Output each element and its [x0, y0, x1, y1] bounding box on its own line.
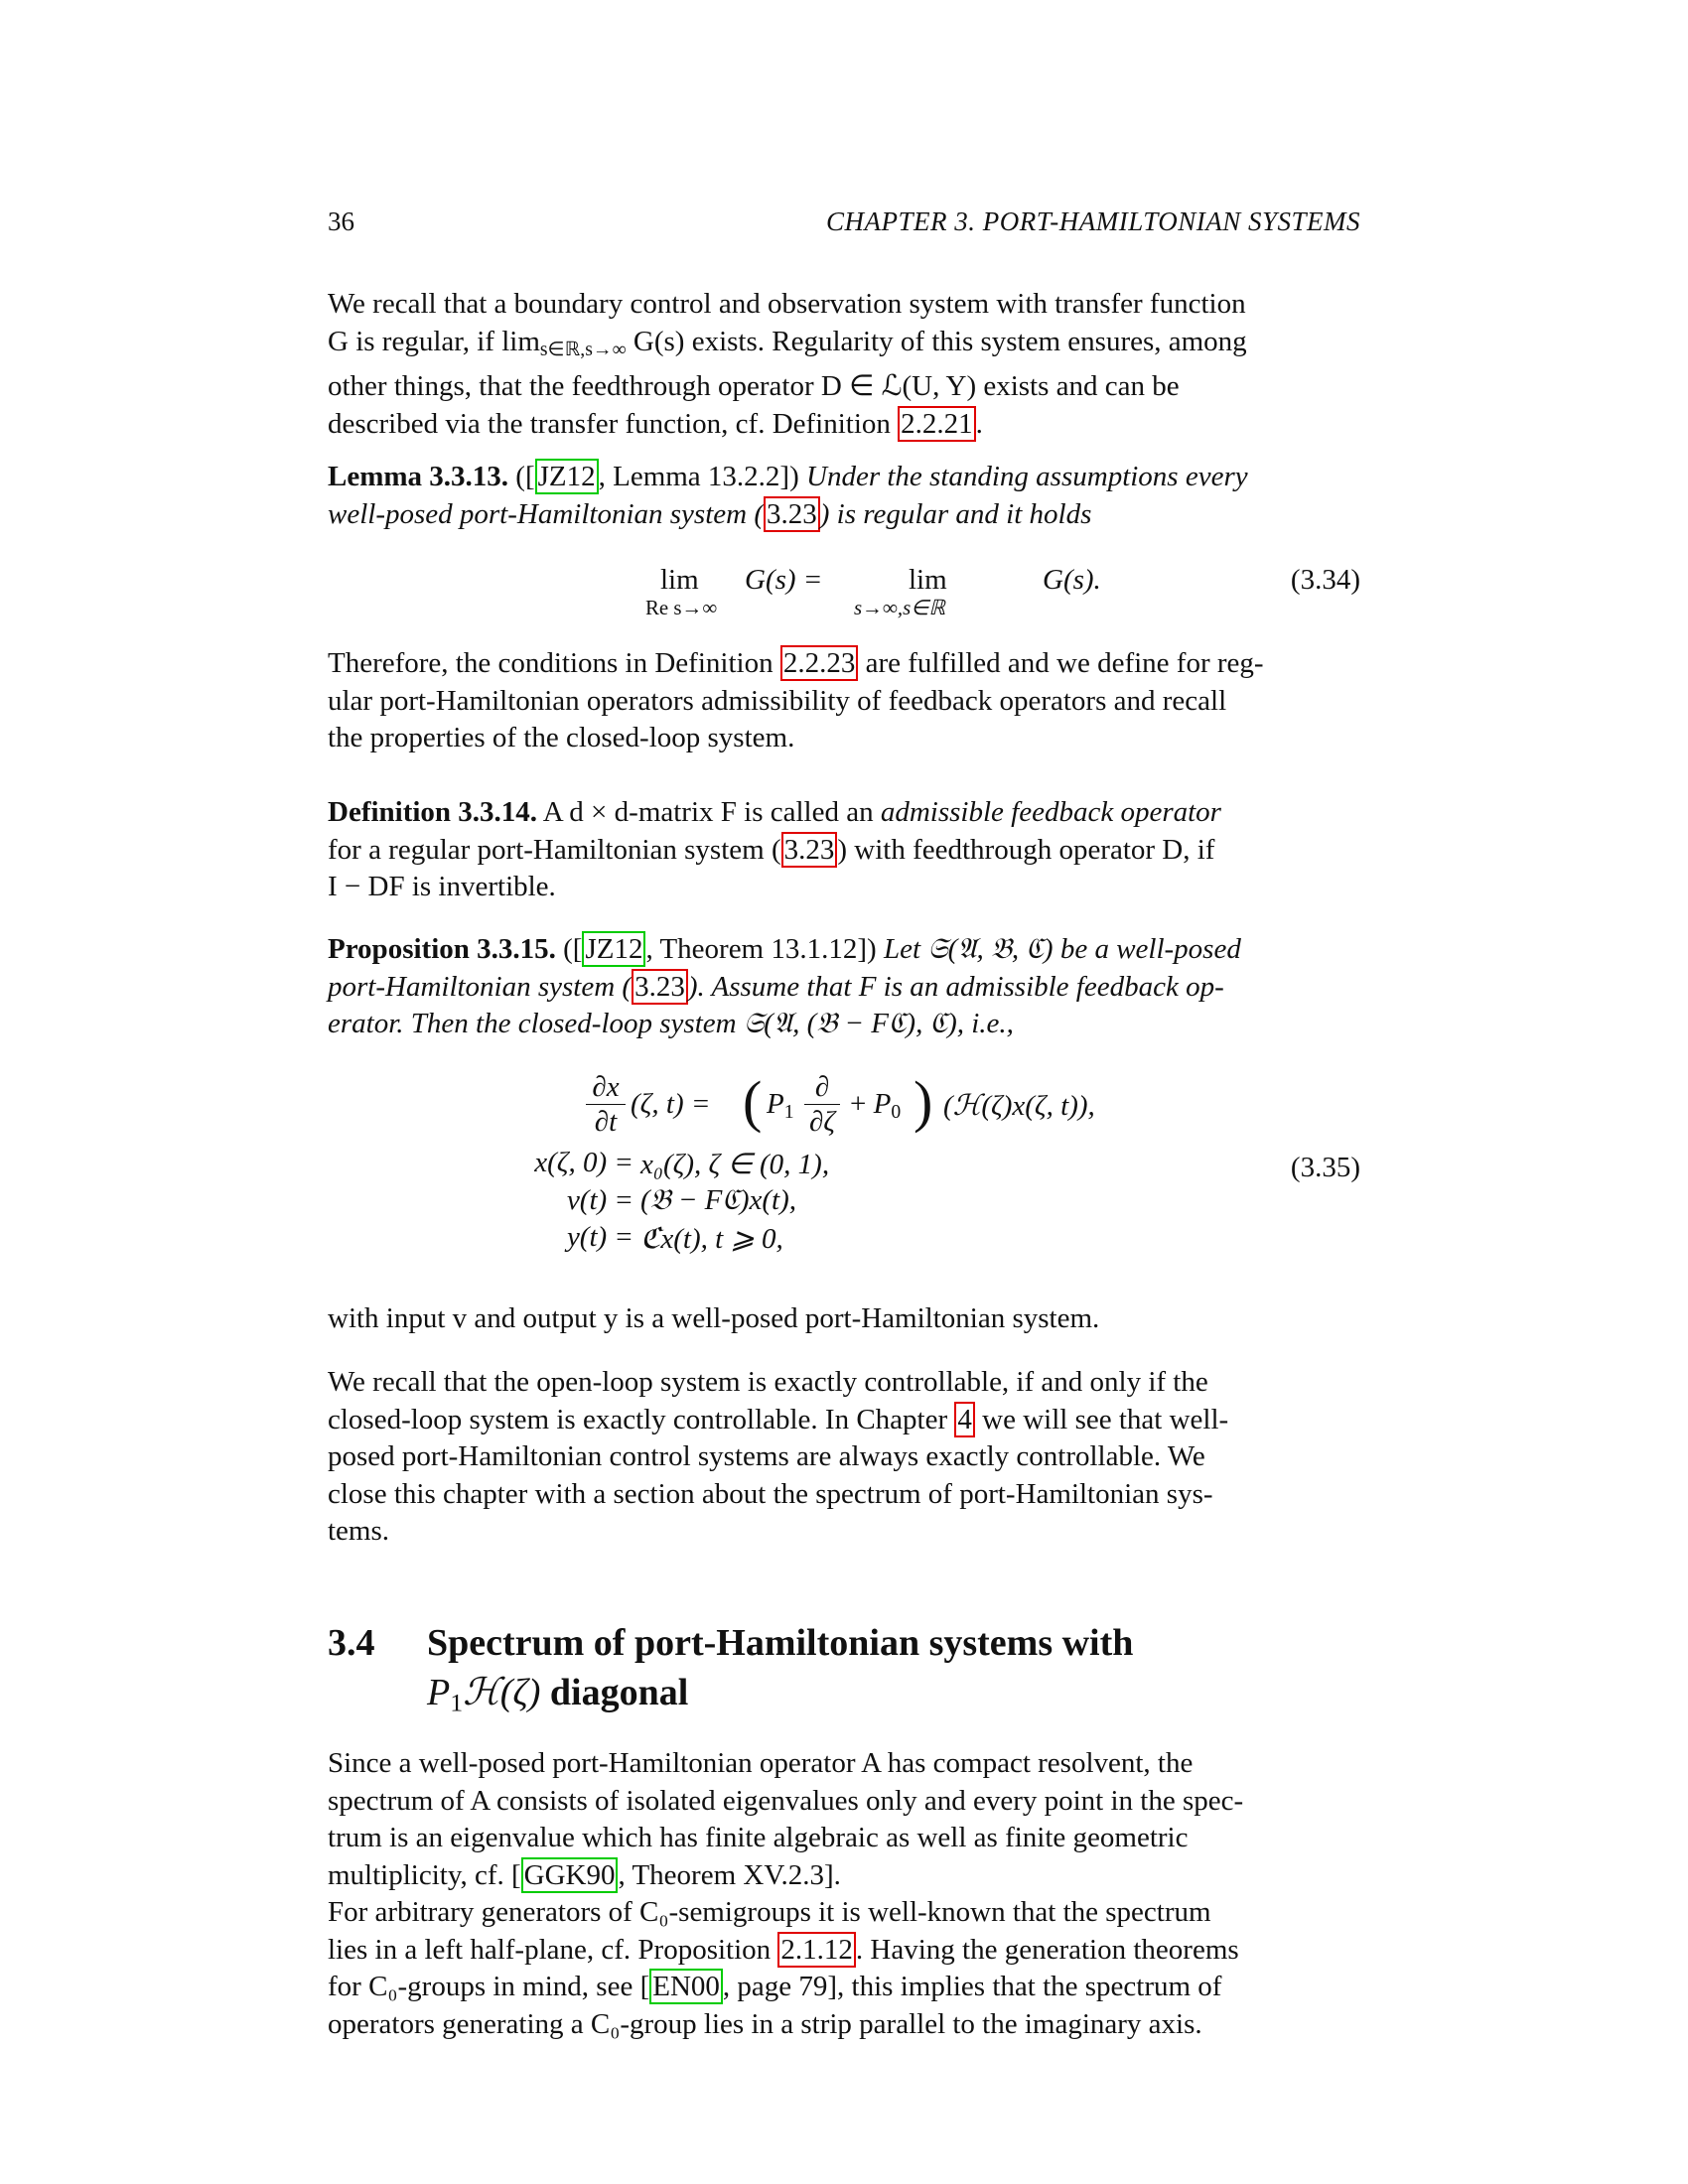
text: well-posed port-Hamiltonian system (: [328, 497, 764, 530]
equation-rhs: ℭx(t), t ⩾ 0,: [640, 1223, 783, 1255]
text: Therefore, the conditions in Definition: [328, 647, 780, 679]
text: , Theorem XV.2.3].: [618, 1858, 841, 1891]
text-line: [328, 324, 1360, 369]
cite-jz12[interactable]: JZ12: [582, 931, 645, 967]
text-line: [328, 832, 1360, 870]
text-line: We recall that a boundary control and observation system with transfer function: [328, 288, 1246, 320]
equation-text: (ζ, t) =: [631, 1088, 711, 1120]
text: ([: [508, 461, 535, 492]
math-p1-h-zeta: $P_1ℋ(\zeta)$: [427, 1672, 541, 1717]
paragraph-spectrum: [328, 1745, 1360, 1894]
cite-ggk90[interactable]: GGK90: [521, 1857, 619, 1893]
text: we will see that well-: [974, 1403, 1229, 1435]
equation-text: G(s).: [1043, 564, 1101, 596]
text: ([: [555, 933, 583, 965]
lemma-label: Lemma 3.3.13.: [328, 461, 509, 492]
text: Let 𝔖(𝔄, 𝔅, ℭ) be a well-posed: [883, 933, 1241, 965]
text: Under the standing assumptions every: [806, 461, 1248, 492]
equation-rhs: (𝔅 − Fℭ)x(t),: [640, 1184, 797, 1216]
equation-lhs: y(t) =: [566, 1221, 633, 1253]
text-line: [328, 794, 1360, 832]
text: , page 79], this implies that the spectrum of: [722, 1971, 1222, 2003]
text: diagonal: [540, 1672, 689, 1713]
paragraph-controllability: [328, 1364, 1360, 1551]
text: closed-loop system is exactly controllable. In Chapter: [328, 1403, 955, 1435]
text-line: [328, 406, 1360, 444]
equation-rhs: x₀(ζ), ζ ∈ (0, 1),: [640, 1149, 830, 1180]
text: port-Hamiltonian system (: [328, 970, 633, 1003]
proposition-conclusion: with input v and output y is a well-posed port-Hamiltonian system.: [328, 1302, 1100, 1334]
text-line: the properties of the closed-loop system.: [328, 722, 795, 754]
text-line: For arbitrary generators of C₀-semigroups it is well-known that the spectrum: [328, 1896, 1211, 1928]
text: G(s) exists. Regularity of this system ensures, among: [626, 325, 1247, 357]
numerator: ∂x: [586, 1070, 626, 1105]
section-title-line: [427, 1668, 1321, 1727]
text-line: [328, 496, 1360, 534]
text-line: [328, 969, 1360, 1007]
text: described via the transfer function, cf. Definition: [328, 407, 899, 440]
text-line: [328, 1932, 1360, 1970]
paragraph-regularity: [328, 286, 1360, 443]
section-number: 3.4: [328, 1622, 375, 1664]
text-line: Since a well-posed port-Hamiltonian operator A has compact resolvent, the: [328, 1747, 1194, 1779]
lim-subscript: s→∞,s∈ℝ: [854, 596, 945, 619]
p1-symbol: $P_1$: [767, 1088, 794, 1123]
text: lies in a left half-plane, cf. Proposition: [328, 1933, 778, 1966]
definition-label: Definition 3.3.14.: [328, 796, 538, 828]
text: , Theorem 13.1.12]): [645, 933, 884, 965]
proposition-3-3-15: [328, 931, 1360, 1043]
numerator: ∂: [804, 1070, 840, 1105]
equation-lhs: v(t) =: [566, 1184, 633, 1216]
text: are fulfilled and we define for reg-: [858, 647, 1264, 679]
text-line: [328, 931, 1360, 969]
lim-subscript: Re s→∞: [645, 596, 718, 619]
lim-operator: lim: [660, 564, 699, 596]
ref-eq-3-23[interactable]: 3.23: [764, 496, 820, 532]
equation-text: (ℋ(ζ)x(ζ, t)),: [943, 1090, 1095, 1122]
text-line: ular port-Hamiltonian operators admissibility of feedback operators and recall: [328, 684, 1227, 717]
text-line: operators generating a C₀-group lies in a strip parallel to the imaginary axis.: [328, 2007, 1202, 2040]
text: . Having the generation theorems: [855, 1933, 1239, 1966]
text-line: trum is an eigenvalue which has finite algebraic as well as finite geometric: [328, 1822, 1189, 1854]
text-line: [328, 459, 1360, 496]
text-line: other things, that the feedthrough operator D ∈ ℒ(U, Y) exists and can be: [328, 370, 1180, 403]
emphasis: admissible feedback operator: [880, 796, 1221, 828]
denominator: ∂ζ: [808, 1106, 836, 1138]
cite-jz12[interactable]: JZ12: [535, 459, 599, 494]
denominator: ∂t: [594, 1106, 618, 1138]
text: , Lemma 13.2.2]): [598, 461, 806, 492]
text: for C₀-groups in mind, see [: [328, 1971, 650, 2003]
fraction-dx-dt: [586, 1070, 626, 1139]
text-line: I − DF is invertible.: [328, 871, 556, 903]
text: ) with feedthrough operator D, if: [837, 833, 1215, 866]
text-line: posed port-Hamiltonian control systems are always exactly controllable. We: [328, 1440, 1205, 1473]
text: .: [975, 407, 983, 440]
text-line: We recall that the open-loop system is exactly controllable, if and only if the: [328, 1366, 1208, 1398]
text-line: [328, 1402, 1360, 1439]
ref-proposition-2-1-12[interactable]: 2.1.12: [777, 1932, 856, 1968]
text-line: close this chapter with a section about the spectrum of port-Hamiltonian sys-: [328, 1477, 1213, 1510]
text: A d × d-matrix F is called an: [537, 796, 881, 828]
equation-lhs: x(ζ, 0) =: [534, 1147, 633, 1178]
fraction-d-dzeta: [804, 1070, 840, 1139]
page-number: 36: [328, 206, 354, 236]
paren-open: (: [743, 1069, 763, 1134]
equation-number-3-35: (3.35): [1290, 1152, 1360, 1183]
text: multiplicity, cf. [: [328, 1858, 521, 1891]
running-header: [328, 206, 1360, 246]
text: G is regular, if lim: [328, 325, 540, 357]
paren-close: ): [914, 1069, 933, 1134]
text-line: erator. Then the closed-loop system 𝔖(𝔄, (𝔅 − Fℭ), ℭ), i.e.,: [328, 1008, 1014, 1040]
text-line: tems.: [328, 1515, 390, 1548]
section-heading-3-4: [328, 1618, 1360, 1727]
definition-3-3-14: [328, 794, 1360, 906]
text: for a regular port-Hamiltonian system (: [328, 833, 781, 866]
chapter-title: CHAPTER 3. PORT-HAMILTONIAN SYSTEMS: [826, 206, 1360, 236]
ref-eq-3-23[interactable]: 3.23: [781, 832, 838, 868]
ref-definition-2-2-23[interactable]: 2.2.23: [780, 645, 859, 681]
proposition-label: Proposition 3.3.15.: [328, 933, 556, 965]
equation-text: G(s) =: [745, 564, 823, 596]
text-line: [328, 645, 1360, 683]
subscript: s∈ℝ,s→∞: [539, 338, 627, 360]
ref-definition-2-2-21[interactable]: 2.2.21: [898, 406, 976, 442]
text-line: [328, 1969, 1360, 2006]
text-line: spectrum of A consists of isolated eigenvalues only and every point in the spec-: [328, 1784, 1244, 1817]
section-title: [427, 1618, 1321, 1727]
cite-en00[interactable]: EN00: [649, 1969, 723, 2004]
p0-term: + $P_0$: [850, 1088, 902, 1123]
lim-operator: lim: [909, 564, 947, 596]
text: ) is regular and it holds: [819, 497, 1092, 530]
text: ). Assume that F is an admissible feedback op-: [687, 970, 1224, 1003]
lemma-3-3-13: [328, 459, 1360, 533]
paragraph-definition-intro: [328, 645, 1360, 757]
text-line: [328, 1857, 1360, 1895]
equation-number-3-34: (3.34): [1290, 564, 1360, 596]
paragraph-generators: [328, 1894, 1360, 2043]
section-title-line: Spectrum of port-Hamiltonian systems with: [427, 1622, 1134, 1664]
ref-eq-3-23[interactable]: 3.23: [632, 969, 688, 1005]
ref-chapter-4[interactable]: 4: [954, 1402, 975, 1437]
